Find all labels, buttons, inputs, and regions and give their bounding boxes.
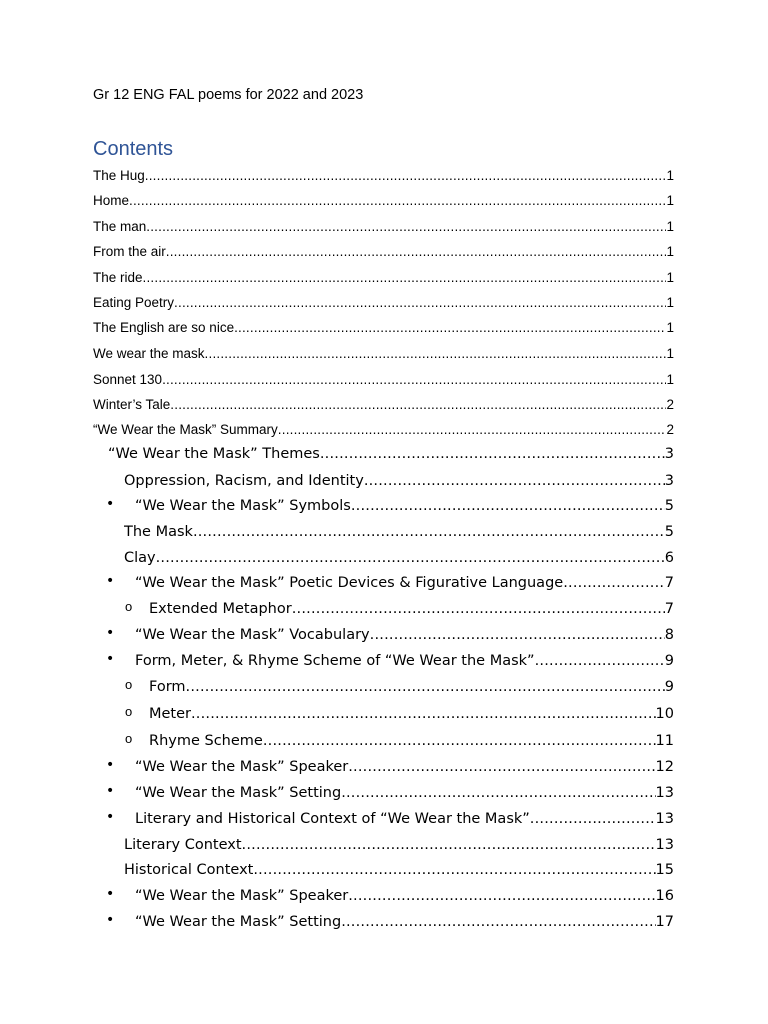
toc-entry-page-number: 3 [664, 473, 674, 489]
toc-entry-page-number: 1 [666, 168, 674, 183]
document-title: Gr 12 ENG FAL poems for 2022 and 2023 [93, 87, 364, 103]
dot-leader [341, 914, 655, 930]
toc-entry[interactable] [93, 367, 674, 387]
bullet-icon: • [106, 783, 115, 799]
circle-bullet-icon: o [125, 704, 133, 719]
toc-entry-page-number: 3 [664, 446, 674, 462]
toc-entry[interactable] [149, 729, 674, 749]
bullet-icon: • [106, 651, 115, 667]
dot-leader [364, 473, 665, 489]
toc-entry-title: Rhyme Scheme [149, 733, 263, 749]
toc-entry[interactable] [135, 623, 674, 643]
toc-entry-page-number: 5 [664, 498, 674, 514]
toc-entry-title: Oppression, Racism, and Identity [124, 473, 364, 489]
bullet-icon: • [106, 809, 115, 825]
toc-entry-title: The English are so nice [93, 320, 235, 335]
toc-entry-title: “We Wear the Mask” Speaker [135, 759, 349, 775]
dot-leader [278, 422, 667, 437]
toc-entry-title: Historical Context [124, 862, 254, 878]
toc-entry-page-number: 5 [664, 524, 674, 540]
toc-entry[interactable] [124, 469, 674, 489]
toc-entry[interactable] [93, 239, 674, 259]
dot-leader [351, 498, 665, 514]
toc-entry-page-number: 1 [666, 320, 674, 335]
circle-bullet-icon: o [125, 731, 133, 746]
toc-entry[interactable] [93, 163, 674, 183]
bullet-icon: • [106, 496, 115, 512]
toc-entry-title: The ride [93, 270, 143, 285]
dot-leader [205, 346, 667, 361]
toc-entry-title: The Mask [124, 524, 193, 540]
circle-bullet-icon: o [125, 599, 133, 614]
toc-entry-page-number: 2 [666, 397, 674, 412]
toc-entry-title: Literary Context [124, 837, 242, 853]
toc-entry-title: The Hug [93, 168, 145, 183]
toc-entry-page-number: 7 [664, 575, 674, 591]
toc-entry-title: “We Wear the Mask” Setting [135, 785, 342, 801]
toc-entry-page-number: 9 [664, 653, 674, 669]
toc-entry[interactable] [93, 417, 674, 437]
toc-entry-title: Winter’s Tale [93, 397, 171, 412]
toc-entry-page-number: 13 [655, 785, 674, 801]
dot-leader [174, 295, 666, 310]
dot-leader [170, 397, 666, 412]
dot-leader [129, 193, 666, 208]
toc-entry-page-number: 1 [666, 346, 674, 361]
toc-entry[interactable] [124, 546, 674, 566]
toc-entry-page-number: 13 [655, 811, 674, 827]
toc-entry[interactable] [93, 188, 674, 208]
dot-leader [320, 446, 665, 462]
dot-leader [162, 372, 666, 387]
toc-entry[interactable] [135, 494, 674, 514]
toc-entry-page-number: 2 [666, 422, 674, 437]
toc-entry-title: Sonnet 130 [93, 372, 163, 387]
toc-entry-page-number: 1 [666, 372, 674, 387]
toc-entry[interactable] [108, 442, 674, 462]
toc-entry-page-number: 9 [664, 679, 674, 695]
toc-entry[interactable] [149, 675, 674, 695]
toc-entry-title: “We Wear the Mask” Poetic Devices & Figurative Language [135, 575, 564, 591]
toc-entry[interactable] [135, 649, 674, 669]
bullet-icon: • [106, 573, 115, 589]
toc-entry-title: Form, Meter, & Rhyme Scheme of “We Wear the Mask” [135, 653, 535, 669]
toc-entry[interactable] [124, 858, 674, 878]
toc-entry-title: Clay [124, 550, 156, 566]
toc-entry[interactable] [135, 884, 674, 904]
toc-entry-title: Form [149, 679, 186, 695]
toc-entry[interactable] [93, 265, 674, 285]
toc-entry[interactable] [135, 755, 674, 775]
toc-entry-page-number: 12 [655, 759, 674, 775]
circle-bullet-icon: o [125, 677, 133, 692]
toc-entry-page-number: 13 [655, 837, 674, 853]
toc-entry-page-number: 6 [664, 550, 674, 566]
toc-heading: Contents [93, 138, 174, 160]
toc-entry-title: “We Wear the Mask” Symbols [135, 498, 351, 514]
dot-leader [253, 862, 655, 878]
toc-entry[interactable] [124, 833, 674, 853]
dot-leader [292, 601, 665, 617]
dot-leader [348, 759, 655, 775]
toc-entry[interactable] [93, 341, 674, 361]
toc-entry-title: “We Wear the Mask” Vocabulary [135, 627, 370, 643]
toc-entry[interactable] [93, 315, 674, 335]
dot-leader [193, 524, 665, 540]
toc-entry[interactable] [93, 214, 674, 234]
dot-leader [186, 679, 665, 695]
dot-leader [242, 837, 656, 853]
toc-entry[interactable] [149, 702, 674, 722]
toc-entry[interactable] [93, 392, 674, 412]
dot-leader [234, 320, 666, 335]
toc-entry-page-number: 16 [655, 888, 674, 904]
bullet-icon: • [106, 912, 115, 928]
toc-entry-page-number: 17 [655, 914, 674, 930]
bullet-icon: • [106, 757, 115, 773]
toc-entry-title: Home [93, 193, 130, 208]
toc-entry[interactable] [149, 597, 674, 617]
toc-entry[interactable] [124, 520, 674, 540]
dot-leader [166, 244, 667, 259]
dot-leader [143, 270, 667, 285]
toc-entry-title: We wear the mask [93, 346, 205, 361]
dot-leader [146, 219, 666, 234]
toc-entry-title: Meter [149, 706, 191, 722]
toc-entry-page-number: 1 [666, 270, 674, 285]
dot-leader [156, 550, 665, 566]
toc-entry-page-number: 10 [655, 706, 674, 722]
toc-entry-page-number: 1 [666, 193, 674, 208]
toc-entry-page-number: 1 [666, 295, 674, 310]
toc-entry-title: From the air [93, 244, 166, 259]
toc-entry-title: Eating Poetry [93, 295, 175, 310]
toc-entry-page-number: 1 [666, 219, 674, 234]
bullet-icon: • [106, 625, 115, 641]
toc-entry-page-number: 15 [655, 862, 674, 878]
toc-entry-page-number: 1 [666, 244, 674, 259]
dot-leader [348, 888, 655, 904]
toc-entry-title: Literary and Historical Context of “We Wear the Mask” [135, 811, 530, 827]
toc-entry[interactable] [93, 290, 674, 310]
toc-entry-page-number: 7 [664, 601, 674, 617]
toc-entry-title: The man [93, 219, 147, 234]
toc-entry-page-number: 11 [655, 733, 674, 749]
toc-entry[interactable] [135, 807, 674, 827]
toc-entry-title: “We Wear the Mask” Summary [93, 422, 278, 437]
toc-entry[interactable] [135, 910, 674, 930]
dot-leader [530, 811, 656, 827]
toc-entry-title: “We Wear the Mask” Speaker [135, 888, 349, 904]
toc-entry[interactable] [135, 781, 674, 801]
toc-entry[interactable] [135, 571, 674, 591]
toc-entry-page-number: 8 [664, 627, 674, 643]
dot-leader [535, 653, 665, 669]
dot-leader [563, 575, 665, 591]
toc-entry-title: “We Wear the Mask” Setting [135, 914, 342, 930]
dot-leader [263, 733, 656, 749]
toc-entry-title: Extended Metaphor [149, 601, 292, 617]
dot-leader [370, 627, 665, 643]
dot-leader [145, 168, 667, 183]
toc-entry-title: “We Wear the Mask” Themes [108, 446, 320, 462]
bullet-icon: • [106, 886, 115, 902]
dot-leader [191, 706, 656, 722]
dot-leader [341, 785, 655, 801]
